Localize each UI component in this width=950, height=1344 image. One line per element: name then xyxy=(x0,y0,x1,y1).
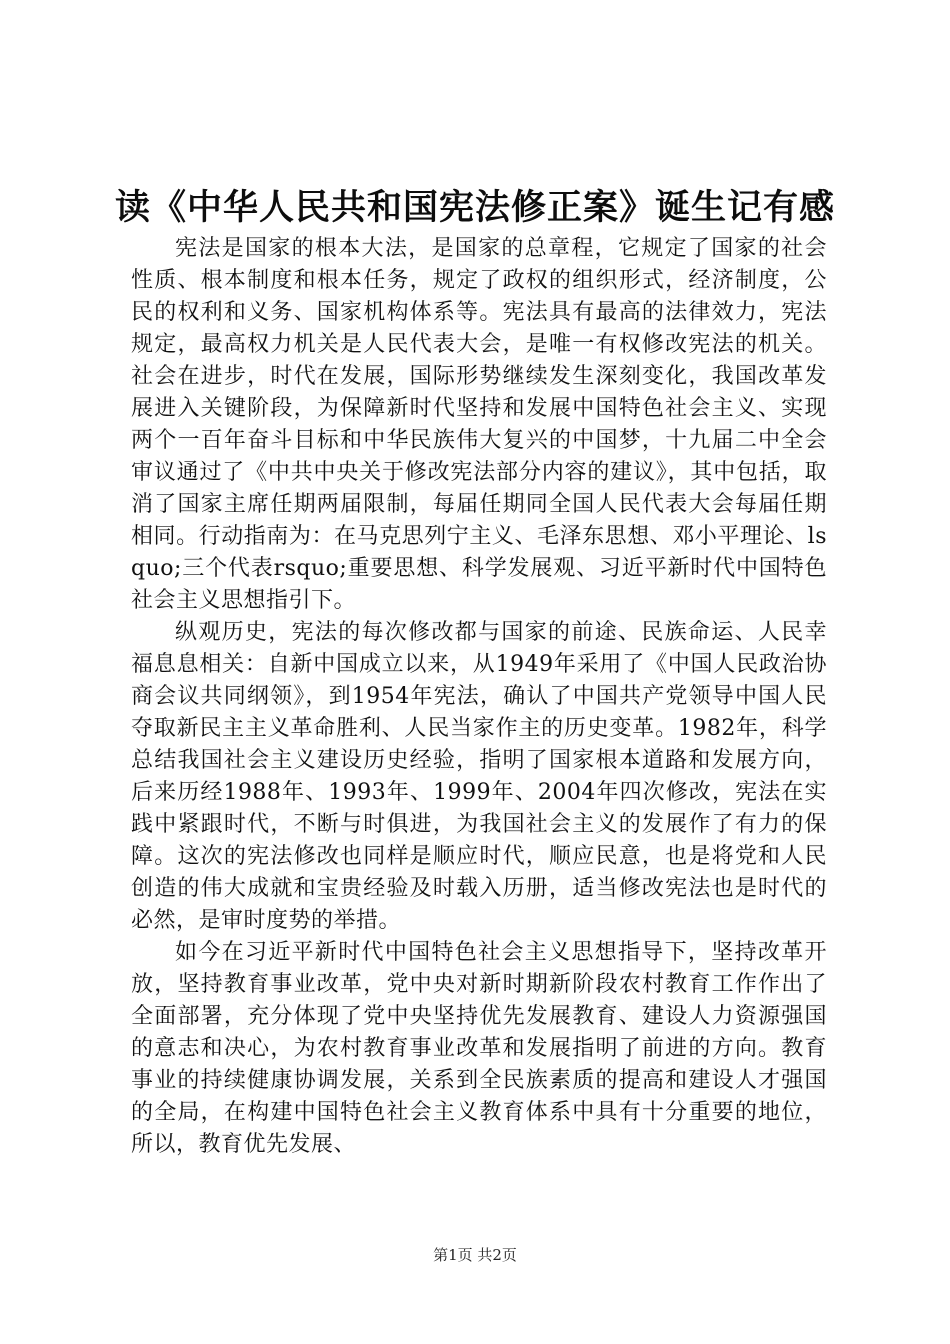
paragraph-1: 宪法是国家的根本大法，是国家的总章程，它规定了国家的社会性质、根本制度和根本任务，规定了政权的组织形式，经济制度，公民的权利和义务、国家机构体系等。宪法具有最高的法律效力，宪法规定，最高权力机关是人民代表大会，是唯一有权修改宪法的机关。社会在进步，时代在发展，国际形势继续发生深刻变化，我国改革发展进入关键阶段，为保障新时代坚持和发展中国特色社会主义、实现两个一百年奋斗目标和中华民族伟大复兴的中国梦，十九届二中全会审议通过了《中共中央关于修改宪法部分内容的建议》，其中包括，取消了国家主席任期两届限制，每届任期同全国人民代表大会每届任期相同。行动指南为：在马克思列宁主义、毛泽东思想、邓小平理论、lsquo;三个代表rsquo;重要思想、科学发展观、习近平新时代中国特色社会主义思想指引下。 xyxy=(131,236,827,613)
document-body xyxy=(131,233,827,1161)
paragraph-2: 纵观历史，宪法的每次修改都与国家的前途、民族命运、人民幸福息息相关：自新中国成立以来，从1949年采用了《中国人民政治协商会议共同纲领》，到1954年宪法，确认了中国共产党领导中国人民夺取新民主主义革命胜利、人民当家作主的历史变革。1982年，科学总结我国社会主义建设历史经验，指明了国家根本道路和发展方向，后来历经1988年、1993年、1999年、2004年四次修改，宪法在实践中紧跟时代，不断与时俱进，为我国社会主义的发展作了有力的保障。这次的宪法修改也同样是顺应时代，顺应民意，也是将党和人民创造的伟大成就和宝贵经验及时载入历册，适当修改宪法也是时代的必然，是审时度势的举措。 xyxy=(131,620,827,933)
page-number-footer: 第1页 共2页 xyxy=(433,1246,517,1264)
paragraph-3: 如今在习近平新时代中国特色社会主义思想指导下，坚持改革开放，坚持教育事业改革，党中央对新时期新阶段农村教育工作作出了全面部署，充分体现了党中央坚持优先发展教育、建设人力资源强国的意志和决心，为农村教育事业改革和发展指明了前进的方向。教育事业的持续健康协调发展，关系到全民族素质的提高和建设人才强国的全局，在构建中国特色社会主义教育体系中具有十分重要的地位，所以，教育优先发展、 xyxy=(131,940,827,1157)
page-title: 读《中华人民共和国宪法修正案》诞生记有感 xyxy=(114,187,835,228)
